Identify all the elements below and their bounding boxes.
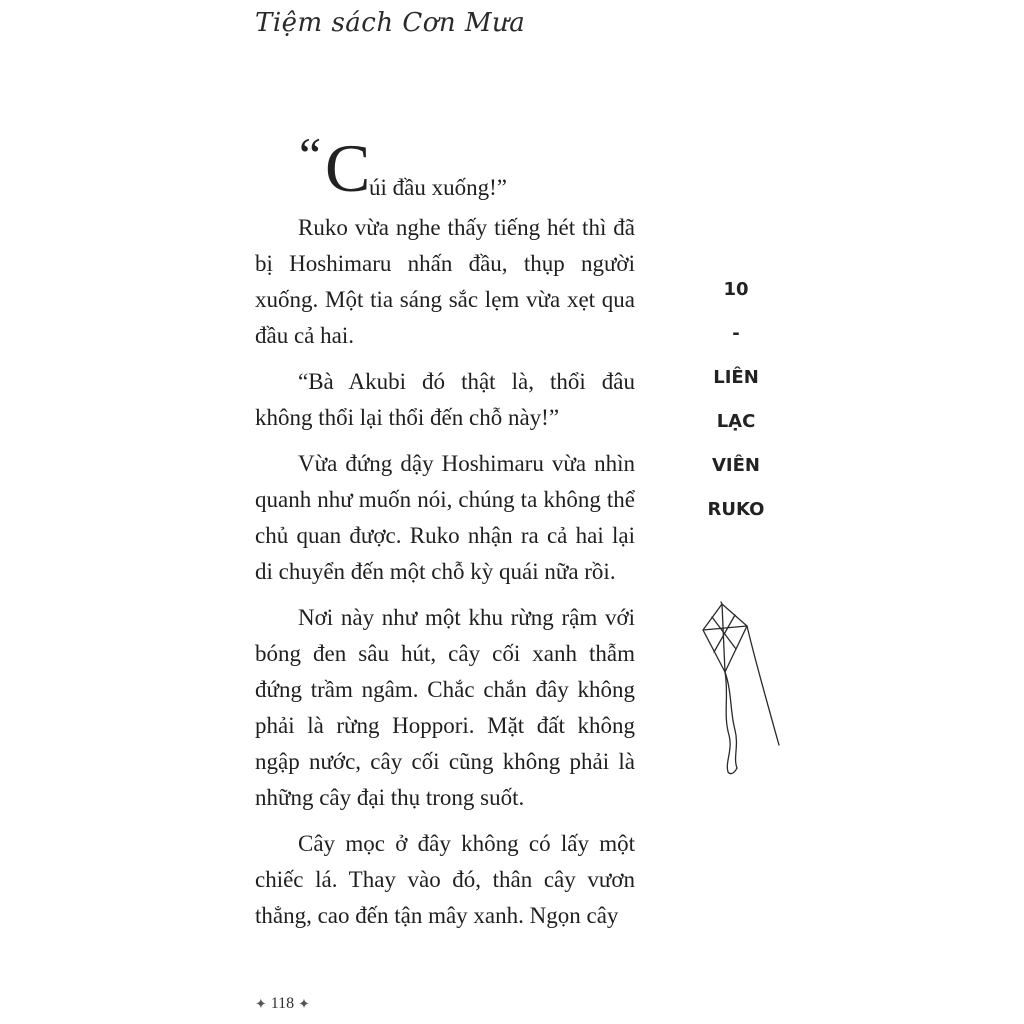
sparkle-icon: ✦ — [298, 996, 310, 1013]
page-number: 118 — [270, 995, 295, 1012]
chapter-dash: - — [732, 323, 740, 344]
paragraph: Vừa đứng dậy Hoshimaru vừa nhìn quanh như muốn nói, chúng ta không thể chủ quan được. Ruko nhận ra cả hai lại di chuyển đến một chỗ kỳ quái nữa rồi. — [255, 451, 635, 584]
body-text — [255, 127, 635, 944]
opening-text: úi đầu xuống!” — [369, 175, 507, 200]
chapter-title-line: RUKO — [707, 499, 765, 520]
kite-icon — [695, 600, 790, 780]
paragraph: Nơi này như một khu rừng rậm với bóng đen sâu hút, cây cối xanh thẫm đứng trầm ngâm. Chắc chắn đây không phải là rừng Hoppori. Mặt đất không ngập nước, cây cối cũng không phải là những cây đại thụ trong suốt. — [255, 605, 635, 810]
running-head: Tiệm sách Cơn Mưa — [255, 8, 526, 38]
paragraph: Cây mọc ở đây không có lấy một chiếc lá. Thay vào đó, thân cây vươn thẳng, cao đến tận mây xanh. Ngọn cây — [255, 831, 635, 928]
sparkle-icon: ✦ — [255, 996, 267, 1013]
opening-line — [255, 127, 635, 206]
chapter-title-line: VIÊN — [712, 455, 760, 476]
chapter-title-line: LẠC — [716, 411, 756, 432]
drop-cap: C — [325, 130, 371, 206]
paragraph: “Bà Akubi đó thật là, thổi đâu không thổi lại thổi đến chỗ này!” — [255, 369, 635, 430]
chapter-number: 10 — [723, 279, 749, 300]
opening-quote-mark: “ — [299, 127, 322, 183]
chapter-label — [690, 268, 782, 532]
page-number-footer — [255, 995, 310, 1013]
chapter-title-line: LIÊN — [713, 367, 759, 388]
paragraph: Ruko vừa nghe thấy tiếng hét thì đã bị Hoshimaru nhấn đầu, thụp người xuống. Một tia sáng sắc lẹm vừa xẹt qua đầu cả hai. — [255, 215, 635, 348]
